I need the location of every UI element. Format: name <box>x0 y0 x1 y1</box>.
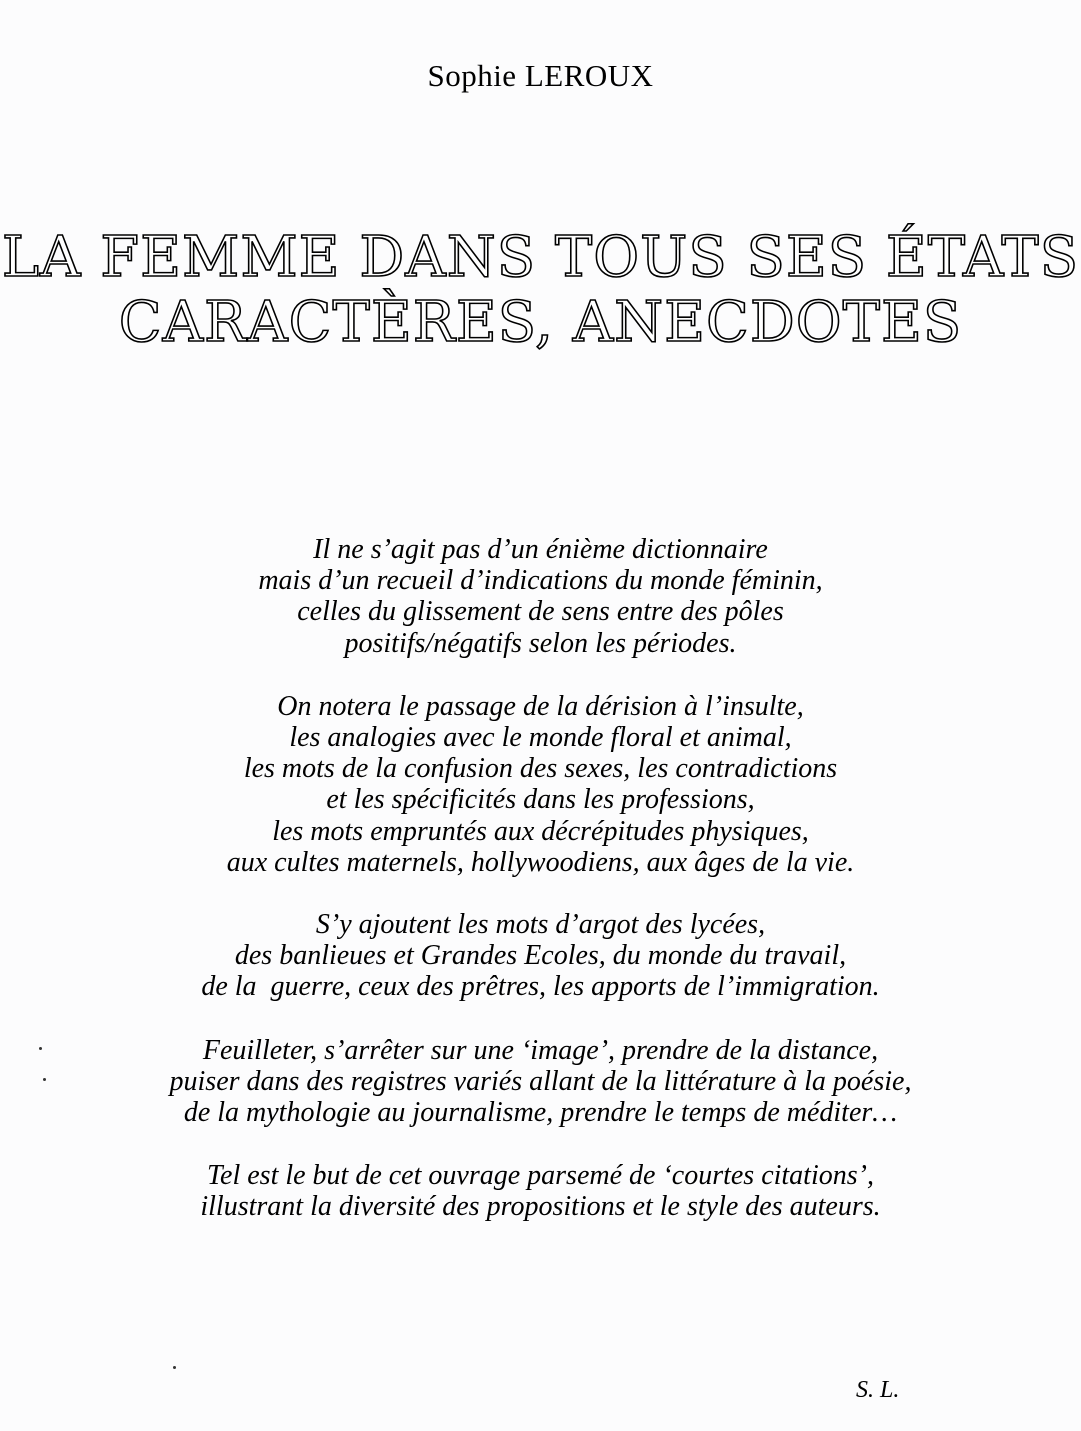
author-name: Sophie LEROUX <box>427 58 654 93</box>
text-line: S’y ajoutent les mots d’argot des lycées, <box>315 909 766 941</box>
paragraph-contents <box>0 691 1081 878</box>
text-line: puiser dans des registres variés allant de la littérature à la poésie, <box>169 1065 912 1097</box>
text-line: illustrant la diversité des propositions et le style des auteurs. <box>200 1191 881 1223</box>
text-line: de la mythologie au journalisme, prendre le temps de méditer… <box>183 1097 898 1129</box>
text-line: les analogies avec le monde floral et animal, <box>289 722 792 754</box>
paper-speck <box>173 1366 176 1369</box>
paragraph-reading <box>0 1035 1081 1129</box>
text-line: des banlieues et Grandes Ecoles, du monde du travail, <box>234 940 847 972</box>
book-title-line-2: CARACTÈRES, ANECDOTES <box>118 290 963 355</box>
book-title-line-1: LA FEMME DANS TOUS SES ÉTATS <box>1 225 1080 290</box>
text-line: Feuilleter, s’arrêter sur une ‘image’, prendre de la distance, <box>202 1034 879 1066</box>
text-line: mais d’un recueil d’indications du monde féminin, <box>258 565 823 597</box>
text-line: Tel est le but de cet ouvrage parsemé de ‘courtes citations’, <box>207 1160 874 1192</box>
back-cover-text <box>0 534 1081 1223</box>
paper-speck <box>39 1047 42 1050</box>
paragraph-slang <box>0 909 1081 1003</box>
paper-speck <box>43 1078 46 1081</box>
paragraph-purpose <box>0 1160 1081 1222</box>
text-line: les mots empruntés aux décrépitudes physiques, <box>272 815 809 847</box>
text-line: celles du glissement de sens entre des pôles <box>297 596 784 628</box>
text-line: aux cultes maternels, hollywoodiens, aux âges de la vie. <box>226 846 855 878</box>
text-line: On notera le passage de la dérision à l’insulte, <box>277 690 804 722</box>
text-line: de la guerre, ceux des prêtres, les apports de l’immigration. <box>201 971 880 1003</box>
text-line: Il ne s’agit pas d’un énième dictionnaire <box>313 534 768 565</box>
paragraph-intro <box>0 534 1081 659</box>
text-line: les mots de la confusion des sexes, les contradictions <box>243 753 838 785</box>
signature-initials: S. L. <box>856 1377 900 1403</box>
text-line: et les spécificités dans les professions, <box>326 784 755 816</box>
text-line: positifs/négatifs selon les périodes. <box>344 627 737 659</box>
